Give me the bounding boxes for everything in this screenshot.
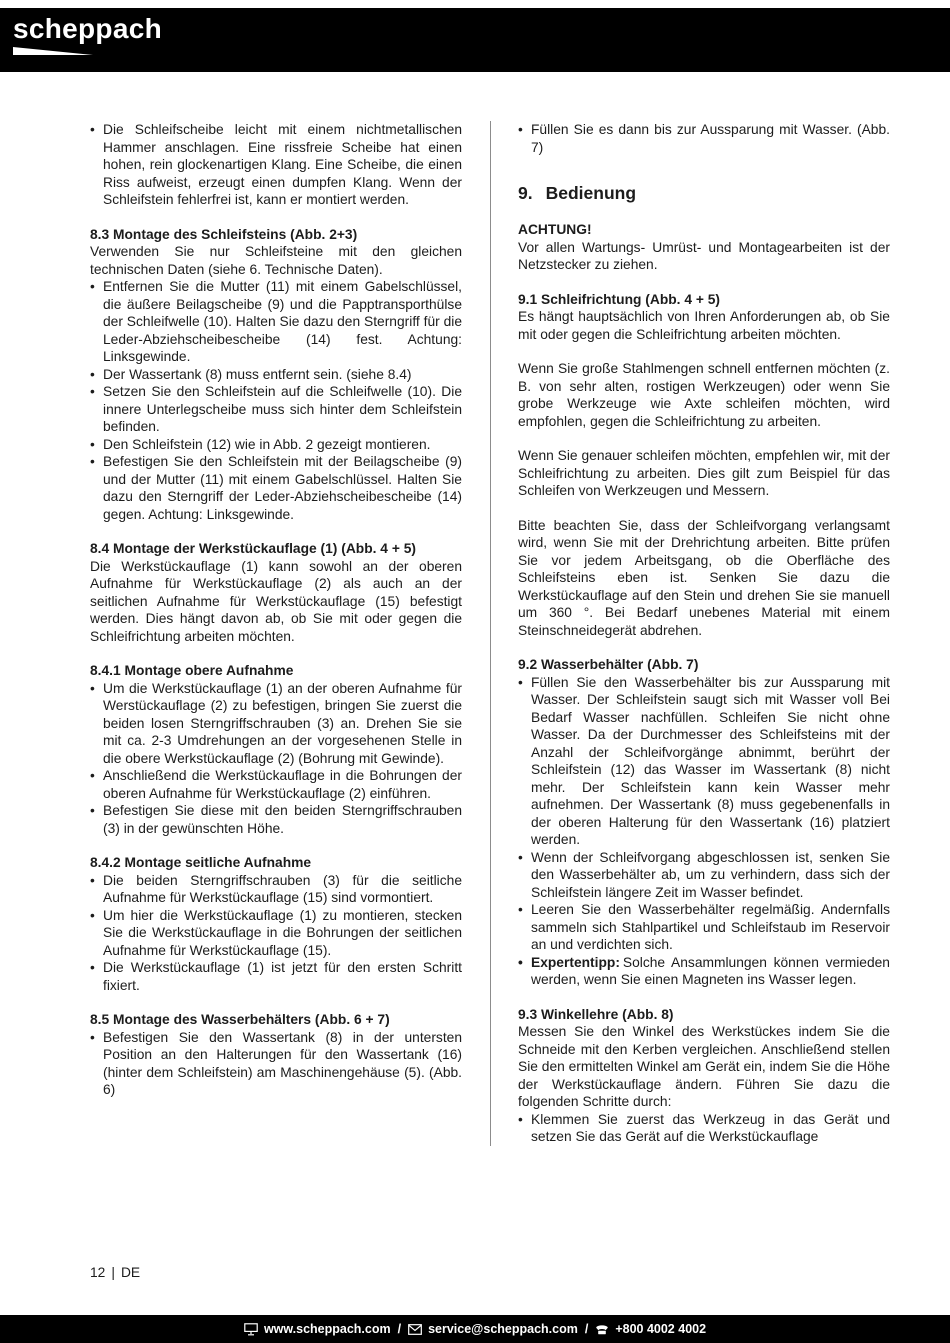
page-number-divider: | (111, 1265, 115, 1280)
footer-separator: / (397, 1322, 402, 1336)
bullet-marker: • (90, 803, 95, 818)
paragraph: Bitte beachten Sie, dass der Schleifvorgang verlangsamt wird, wenn Sie mit der Drehrichtung arbeiten. Bitte prüfen Sie vor jedem Arbeitsgang, ob die Oberfläche des Schleifsteins eben ist. Senken Sie dazu die Werkstückauflage auf den Stein und drehen Sie sie manuell um 360 °. Bei Bedarf unebenes Material mit einem Steinschneidegerät abdrehen. (518, 517, 890, 638)
bullet-marker: • (90, 680, 95, 696)
paragraph: Verwenden Sie nur Schleifsteine mit den gleichen technischen Daten (siehe 6. Technische Daten). (90, 244, 462, 277)
bullet-marker: • (90, 907, 95, 923)
section-title (518, 182, 890, 204)
page-content (90, 121, 890, 1146)
bullet-list (518, 121, 890, 156)
bullet-item (518, 901, 890, 954)
footer-website (244, 1322, 391, 1336)
subsection-heading: 8.3 Montage des Schleifsteins (Abb. 2+3) (90, 226, 358, 242)
subsection-heading: 8.5 Montage des Wasserbehälters (Abb. 6 + 7) (90, 1012, 390, 1027)
logo-swoosh (13, 47, 93, 55)
bullet-text: Befestigen Sie den Schleifstein mit der Beilagscheibe (9) und der Mutter (11) mit einem Gabelschlüssel. Halten Sie dazu den Sterngriff der Leder-Abziehscheibescheibe (14) gegen. Achtung: Linksgewinde. (103, 454, 462, 522)
right-column (518, 121, 890, 1146)
bullet-text: Die beiden Sterngriffschrauben (3) für die seitliche Aufnahme für Werkstückauflage (15) sind vormontiert. (103, 872, 462, 905)
bullet-list (90, 872, 462, 995)
bullet-marker: • (90, 872, 95, 888)
header-bar (0, 8, 950, 72)
column-divider (490, 121, 491, 1146)
bullet-text: Anschließend die Werkstückauflage in die Bohrungen der oberen Aufnahme für Werkstückauflage (2) einführen. (103, 768, 462, 801)
bullet-item (90, 680, 462, 768)
bullet-item (518, 121, 890, 156)
footer-bar (0, 1315, 950, 1343)
bullet-item (90, 907, 462, 960)
bullet-text: Um hier die Werkstückauflage (1) zu montieren, stecken Sie die Werkstückauflage in die Bohrungen der seitlichen Aufnahme für Werkstückauflage (15). (103, 907, 462, 958)
left-column (90, 121, 462, 1146)
bullet-bold-lead: Expertentipp: (531, 954, 620, 970)
bullet-marker: • (518, 674, 523, 690)
bullet-item (90, 872, 462, 907)
bullet-marker: • (518, 122, 523, 137)
section-number: 9. (518, 183, 533, 203)
phone-icon (595, 1323, 609, 1335)
paragraph: Die Werkstückauflage (1) kann sowohl an der oberen Aufnahme für Werkstückauflage (2) als auch an der seitlichen Aufnahme für Werkstückauflage (15) befestigt werden. Dies hängt davon ab, ob Sie mit oder gegen die Schleifrichtung arbeiten möchten. (90, 558, 462, 644)
subsection-heading: 8.4.1 Montage obere Aufnahme (90, 663, 294, 678)
bullet-text: Die Werkstückauflage (1) ist jetzt für den ersten Schritt fixiert. (103, 960, 462, 993)
section-title-text: Bedienung (545, 183, 637, 203)
bullet-marker: • (518, 849, 523, 865)
bullet-item (90, 278, 462, 366)
bullet-text: Leeren Sie den Wasserbehälter regelmäßig. Andernfalls sammeln sich Stahlpartikel und Schleifstaub im Reservoir an und verdichten sich. (531, 902, 890, 952)
bullet-item (518, 1111, 890, 1146)
page-number-value: 12 (90, 1265, 106, 1280)
bullet-item (90, 436, 462, 454)
bullet-item (90, 121, 462, 209)
bullet-text: Füllen Sie den Wasserbehälter bis zur Aussparung mit Wasser. Der Schleifstein saugt sich mit Wasser voll Bei Bedarf Wasser nachfüllen. Schleifen Sie nicht ohne Wasser. Da der Durchmesser des Schleifsteins mit der Anzahl der Schleifvorgänge abnimmt, berührt der Schleifstein (12) das Wasser im Wassertank (8) nicht mehr. Der Schleifstein kann kein Wasser mehr aufnehmen. Der Wassertank (8) muss gegebenenfalls in der oberen Halterung für den Wassertank (16) platziert werden. (531, 674, 890, 847)
bullet-item (90, 802, 462, 837)
footer-email-text: service@scheppach.com (428, 1322, 578, 1336)
bullet-marker: • (518, 954, 523, 970)
bullet-text: Der Wassertank (8) muss entfernt sein. (siehe 8.4) (103, 366, 412, 382)
bullet-text: Den Schleifstein (12) wie in Abb. 2 gezeigt montieren. (103, 436, 431, 452)
bullet-item (90, 1029, 462, 1099)
web-icon (244, 1323, 258, 1336)
subsection-heading: 8.4 Montage der Werkstückauflage (1) (Abb. 4 + 5) (90, 541, 416, 556)
bullet-text: Setzen Sie den Schleifstein auf die Schleifwelle (10). Die innere Unterlegscheibe muss sich hinter dem Schleifstein befinden. (103, 384, 462, 434)
paragraph: Messen Sie den Winkel des Werkstückes indem Sie die Schneide mit den Kerben vergleichen. Anschließend stellen Sie den ermittelten Winkel am Gerät ein, indem Sie die Höhe der Werkstückauflage ändern. Führen Sie dazu die folgenden Schritte durch: (518, 1024, 890, 1109)
bullet-marker: • (518, 1111, 523, 1127)
footer-separator: / (584, 1322, 589, 1336)
subsection-heading: 8.4.2 Montage seitliche Aufnahme (90, 855, 312, 870)
bullet-text: Befestigen Sie diese mit den beiden Sterngriffschrauben (3) in der gewünschten Höhe. (103, 803, 462, 836)
bullet-marker: • (90, 436, 95, 452)
page-number (90, 1265, 140, 1280)
bullet-list (90, 1029, 462, 1099)
bullet-text: Füllen Sie es dann bis zur Aussparung mit Wasser. (Abb. 7) (531, 122, 890, 155)
bullet-item (518, 954, 890, 989)
bullet-item (90, 366, 462, 384)
paragraph: Vor allen Wartungs- Umrüst- und Montagearbeiten ist der Netzstecker zu ziehen. (518, 239, 890, 272)
bullet-marker: • (90, 960, 95, 975)
subsection-heading: 9.2 Wasserbehälter (Abb. 7) (518, 657, 699, 672)
subsection-heading: ACHTUNG! (518, 222, 592, 237)
footer-email (408, 1322, 578, 1336)
bullet-text: Wenn der Schleifvorgang abgeschlossen ist, senken Sie den Wasserbehälter ab, um zu verhindern, dass sich der Schleifstein längere Zeit im Wasser befindet. (531, 849, 890, 900)
bullet-item (518, 674, 890, 849)
paragraph: Wenn Sie genauer schleifen möchten, empfehlen wir, mit der Schleifrichtung zu arbeiten. Dies gilt zum Beispiel für das Schleifen von Werkzeugen und Messern. (518, 448, 890, 498)
logo-text: scheppach (13, 13, 162, 44)
subsection-heading: 9.3 Winkellehre (Abb. 8) (518, 1006, 674, 1022)
bullet-text: Solche Ansammlungen können vermieden werden, wenn Sie einen Magneten ins Wasser legen. (531, 954, 890, 987)
subsection-heading: 9.1 Schleifrichtung (Abb. 4 + 5) (518, 291, 721, 307)
page-language: DE (120, 1265, 141, 1280)
bullet-text: Die Schleifscheibe leicht mit einem nichtmetallischen Hammer anschlagen. Eine rissfreie Scheibe hat einen hohen, rein glockenartigen Klang. Eine Scheibe, die einen Riss aufweist, erzeugt einen dumpfen Klang. Wenn der Schleifstein fehlerfrei ist, kann er montiert werden. (103, 122, 462, 207)
bullet-item (518, 849, 890, 902)
bullet-marker: • (90, 279, 95, 294)
bullet-list (518, 1111, 890, 1146)
bullet-marker: • (90, 768, 95, 783)
bullet-list (90, 680, 462, 838)
bullet-marker: • (90, 122, 95, 137)
bullet-item (90, 383, 462, 436)
bullet-list (90, 121, 462, 209)
bullet-marker: • (90, 1029, 95, 1045)
bullet-list (518, 674, 890, 989)
bullet-item (90, 453, 462, 523)
footer-website-text: www.scheppach.com (263, 1322, 391, 1336)
paragraph: Es hängt hauptsächlich von Ihren Anforderungen ab, ob Sie mit oder gegen die Schleifrichtung arbeiten möchten. (518, 309, 890, 342)
scheppach-logo (13, 14, 162, 55)
footer-phone (595, 1322, 706, 1336)
footer-phone-text: +800 4002 4002 (615, 1322, 707, 1336)
bullet-marker: • (90, 366, 95, 382)
bullet-list (90, 278, 462, 523)
bullet-marker: • (90, 454, 95, 469)
bullet-marker: • (90, 384, 95, 399)
bullet-text: Klemmen Sie zuerst das Werkzeug in das Gerät und setzen Sie das Gerät auf die Werkstückauflage (531, 1111, 890, 1144)
email-icon (408, 1324, 422, 1335)
bullet-text: Um die Werkstückauflage (1) an der oberen Aufnahme für Werstückauflage (2) zu befestigen, bringen Sie zuerst die beiden losen Sterngriffschrauben (3) an. Drehen Sie sie mit ca. 2-3 Umdrehungen an der vorgesehenen Stelle in die obere Werkstückauflage (2) (Bohrung mit Gewinde). (103, 680, 462, 766)
paragraph: Wenn Sie große Stahlmengen schnell entfernen möchten (z. B. von sehr alten, rostigen Werkzeugen) oder wenn Sie grobe Werkzeuge wie Axte schleifen möchten, wird empfohlen, gegen die Schleifrichtung zu arbeiten. (518, 361, 890, 429)
bullet-marker: • (518, 902, 523, 917)
bullet-item (90, 959, 462, 994)
bullet-text: Befestigen Sie den Wassertank (8) in der untersten Position an den Halterungen für den Wassertank (16) (hinter dem Schleifstein) am Maschinengehäuse (5). (Abb. 6) (103, 1029, 462, 1097)
bullet-text: Entfernen Sie die Mutter (11) mit einem Gabelschlüssel, die äußere Beilagscheibe (9) und die Papptransporthülse der Schleifwelle (10). Halten Sie dazu den Sterngriff für die Leder-Abziehscheibescheibe (14) fest. Achtung: Linksgewinde. (103, 279, 462, 364)
bullet-item (90, 767, 462, 802)
